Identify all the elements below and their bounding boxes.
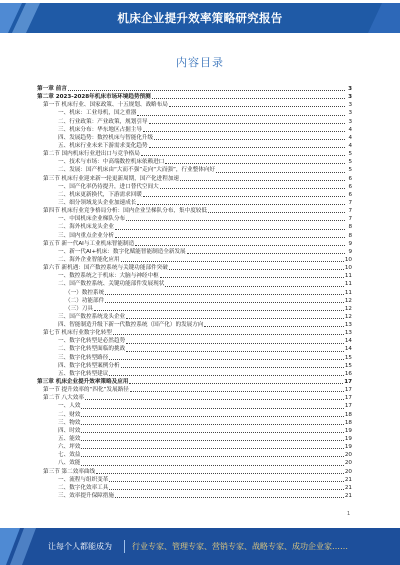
toc-entry-title: 三、数字化转型路径: [58, 354, 109, 361]
toc-entry-title: 二、海外机床龙头企业: [58, 224, 114, 231]
toc-entry-title: 二、机床更新换代，下游需求回暖: [58, 191, 142, 198]
toc-entry[interactable]: [37, 199, 352, 207]
toc-entry[interactable]: [37, 150, 352, 158]
toc-entry-title: 第一节 提升效率的“四化”发展路径: [43, 387, 129, 394]
toc-entry-title: 第四节 机床行业竞争格局分析：国内企业呈梯队分布，集中度较低: [43, 208, 207, 215]
toc-entry[interactable]: [37, 346, 352, 354]
toc-entry-title: 二、行业政策：产业政策，规划引导: [58, 118, 148, 125]
toc-entry[interactable]: [37, 484, 352, 492]
dot-leader: [169, 269, 344, 270]
toc-entry-page: 15: [344, 362, 352, 369]
toc-entry[interactable]: [37, 240, 352, 248]
toc-entry[interactable]: [37, 313, 352, 321]
dot-leader: [129, 383, 343, 384]
dot-leader: [115, 237, 345, 238]
dot-leader: [115, 229, 345, 230]
footer-slogan-lead: 让每个人都能成为: [48, 542, 112, 551]
toc-entry-title: 三、机床分布：华东地区占据主导: [58, 126, 142, 133]
table-of-contents: [37, 85, 352, 500]
toc-entry-page: 10: [344, 265, 352, 272]
toc-entry[interactable]: [37, 411, 352, 419]
footer-slogan-roles: 行业专家、管理专家、营销专家、战略专家、成功企业家……: [132, 542, 348, 551]
toc-entry-title: 三、细分领域龙头企业加速成长: [58, 199, 137, 206]
toc-entry[interactable]: [37, 248, 352, 256]
toc-entry[interactable]: [37, 207, 352, 215]
dot-leader: [113, 334, 344, 335]
toc-entry-page: 16: [344, 370, 352, 377]
dot-leader: [81, 465, 343, 466]
toc-entry[interactable]: [37, 394, 352, 402]
toc-heading: 内容目录: [176, 56, 224, 69]
toc-entry[interactable]: [37, 191, 352, 199]
dot-leader: [81, 448, 343, 449]
dot-leader: [109, 481, 344, 482]
toc-entry-title: 第五节 新一代AI与工业机床智能制造: [43, 240, 135, 247]
dot-leader: [135, 245, 345, 246]
dot-leader: [160, 277, 344, 278]
toc-entry-page: 18: [344, 411, 352, 418]
toc-entry-title: 四、时效: [58, 427, 81, 434]
dot-leader: [154, 139, 345, 140]
toc-entry[interactable]: [37, 451, 352, 459]
toc-entry[interactable]: [37, 256, 352, 264]
toc-entry-title: 第二章 2023-2028年机床市场环境趋势预测: [37, 94, 151, 101]
toc-entry[interactable]: [37, 272, 352, 280]
toc-entry[interactable]: [37, 492, 352, 500]
toc-entry-page: 13: [344, 330, 352, 337]
toc-entry[interactable]: [37, 85, 352, 93]
toc-entry-page: 19: [344, 427, 352, 434]
toc-entry-title: 三、国产数控系统龙头企业: [58, 313, 126, 320]
toc-entry-title: 五、能效: [58, 436, 81, 443]
toc-entry-page: 3: [348, 110, 352, 117]
toc-entry-page: 18: [344, 419, 352, 426]
toc-entry-title: 第三章 机床企业提升效率策略及应用: [37, 379, 129, 386]
dot-leader: [115, 497, 344, 498]
toc-entry-page: 4: [348, 134, 352, 141]
toc-entry-title: （一）数控系统: [65, 289, 105, 296]
report-title: 机床企业提升效率策略研究报告: [117, 11, 283, 25]
toc-entry-page: 9: [348, 248, 352, 255]
toc-entry-title: 第三节 第二效率曲线: [43, 468, 96, 475]
toc-entry[interactable]: [37, 280, 352, 288]
toc-entry-title: 三、效率提升保障措施: [58, 493, 114, 500]
toc-entry-page: 20: [344, 452, 352, 459]
toc-entry-title: （二）功能部件: [65, 297, 105, 304]
dot-leader: [208, 212, 345, 213]
dot-leader: [81, 416, 343, 417]
toc-entry-title: 第二节 八大效率: [43, 395, 84, 402]
page-number: 1: [347, 511, 351, 517]
dot-leader: [85, 399, 344, 400]
toc-entry-title: 一、数控系统之于机床：大脑与神经中枢: [58, 273, 159, 280]
dot-leader: [152, 98, 345, 99]
toc-entry[interactable]: [37, 386, 352, 394]
toc-entry[interactable]: [37, 468, 352, 476]
toc-entry-title: 一、机床：工业母机，国之重器: [58, 110, 137, 117]
toc-entry-page: 15: [344, 354, 352, 361]
toc-entry[interactable]: [37, 362, 352, 370]
dot-leader: [143, 131, 345, 132]
toc-entry[interactable]: [37, 101, 352, 109]
toc-entry-title: 一、数字化转型是必然趋势: [58, 338, 126, 345]
toc-entry[interactable]: [37, 427, 352, 435]
toc-entry-title: 八、效能: [58, 460, 81, 467]
toc-entry-title: 第一节 机床行业、国家政策、十五规划、战略布局: [43, 102, 168, 109]
toc-entry[interactable]: [37, 223, 352, 231]
toc-entry-title: （三）刀具: [65, 305, 93, 312]
toc-entry[interactable]: [37, 370, 352, 378]
dot-leader: [149, 147, 345, 148]
dot-leader: [130, 391, 344, 392]
dot-leader: [126, 351, 344, 352]
toc-entry-page: 3: [348, 102, 352, 109]
toc-entry[interactable]: [37, 158, 352, 166]
toc-entry-page: 11: [344, 273, 352, 280]
toc-entry-title: 二、财效: [58, 411, 81, 418]
footer-divider: [124, 540, 125, 553]
dot-leader: [126, 220, 345, 221]
dot-leader: [137, 204, 345, 205]
toc-entry-title: 六、坪效: [58, 444, 81, 451]
report-footer-bar: [0, 528, 400, 565]
toc-entry-page: 21: [344, 484, 352, 491]
dot-leader: [81, 432, 343, 433]
dot-leader: [81, 440, 343, 441]
toc-entry-page: 17: [344, 379, 352, 386]
toc-entry[interactable]: [37, 297, 352, 305]
toc-entry-page: 17: [344, 387, 352, 394]
toc-entry[interactable]: [37, 118, 352, 126]
toc-entry-page: 6: [348, 175, 352, 182]
toc-entry[interactable]: [37, 183, 352, 191]
toc-entry-page: 11: [344, 289, 352, 296]
dot-leader: [121, 367, 344, 368]
dot-leader: [143, 196, 345, 197]
toc-entry-page: 9: [348, 240, 352, 247]
toc-entry[interactable]: [37, 337, 352, 345]
dot-leader: [165, 286, 344, 287]
toc-entry-page: 21: [344, 493, 352, 500]
toc-entry[interactable]: [37, 476, 352, 484]
toc-entry[interactable]: [37, 232, 352, 240]
dot-leader: [126, 318, 344, 319]
toc-entry-page: 13: [344, 322, 352, 329]
toc-entry[interactable]: [37, 305, 352, 313]
toc-entry-page: 14: [344, 338, 352, 345]
toc-entry-page: 12: [344, 297, 352, 304]
toc-entry-title: 第一章 前言: [37, 85, 67, 92]
dot-leader: [204, 326, 343, 327]
toc-entry-title: 二、发展：国产机床由“大而不强”走向“大而强”，行业整体向好: [58, 167, 216, 174]
toc-entry-page: 7: [348, 216, 352, 223]
toc-entry[interactable]: [37, 289, 352, 297]
toc-entry-title: 七、效益: [58, 452, 81, 459]
toc-entry-page: 20: [344, 460, 352, 467]
toc-entry-page: 5: [348, 151, 352, 158]
toc-entry[interactable]: [37, 378, 352, 386]
dot-leader: [137, 115, 345, 116]
toc-entry[interactable]: [37, 142, 352, 150]
toc-entry-page: 19: [344, 436, 352, 443]
toc-entry-title: 一、中国机床企业梯队分布: [58, 216, 126, 223]
toc-entry-page: 6: [348, 191, 352, 198]
toc-entry[interactable]: [37, 402, 352, 410]
toc-entry-page: 3: [348, 94, 352, 101]
toc-entry-title: 四、发展趋势：数控机床与智能化升级: [58, 134, 154, 141]
toc-entry-title: 一、国产化率仍待提升，进口替代空间大: [58, 183, 159, 190]
toc-entry-page: 17: [344, 395, 352, 402]
dot-leader: [81, 456, 343, 457]
dot-leader: [105, 294, 344, 295]
toc-entry-title: 二、数字化转型面临的挑战: [58, 346, 126, 353]
toc-entry-page: 20: [344, 468, 352, 475]
dot-leader: [141, 155, 345, 156]
toc-entry[interactable]: [37, 109, 352, 117]
toc-entry-title: 二、海外企业智能化应用: [58, 256, 120, 263]
toc-entry[interactable]: [37, 166, 352, 174]
toc-entry[interactable]: [37, 264, 352, 272]
toc-entry-title: 四、数字化转型案例分析: [58, 362, 120, 369]
dot-leader: [94, 310, 344, 311]
toc-entry-page: 5: [348, 159, 352, 166]
toc-entry[interactable]: [37, 419, 352, 427]
toc-entry-page: 8: [348, 232, 352, 239]
toc-entry[interactable]: [37, 459, 352, 467]
toc-entry-title: 第六节 新机遇：国产数控系统与关键功能部件突破: [43, 265, 168, 272]
toc-entry-page: 3: [348, 118, 352, 125]
toc-entry-page: 6: [348, 183, 352, 190]
toc-entry-page: 17: [344, 403, 352, 410]
dot-leader: [169, 106, 345, 107]
toc-entry-title: 一、人效: [58, 403, 81, 410]
toc-entry-page: 4: [348, 126, 352, 133]
dot-leader: [180, 180, 345, 181]
dot-leader: [68, 90, 345, 91]
toc-entry-page: 5: [348, 167, 352, 174]
dot-leader: [126, 343, 344, 344]
toc-entry[interactable]: [37, 93, 352, 101]
toc-entry[interactable]: [37, 435, 352, 443]
dot-leader: [109, 359, 344, 360]
dot-leader: [149, 123, 345, 124]
toc-entry-page: 12: [344, 305, 352, 312]
dot-leader: [187, 253, 345, 254]
toc-entry-page: 10: [344, 256, 352, 263]
dot-leader: [109, 375, 344, 376]
toc-entry-page: 14: [344, 346, 352, 353]
toc-entry-title: 二、数字化效率工具: [58, 484, 109, 491]
toc-entry-title: 三、国内重点企业分析: [58, 232, 114, 239]
toc-entry-title: 五、机床行业未来下游需求变化趋势: [58, 142, 148, 149]
dot-leader: [109, 489, 344, 490]
toc-entry-page: 19: [344, 444, 352, 451]
toc-entry-page: 21: [344, 476, 352, 483]
toc-entry-title: 五、数字化转型建议: [58, 370, 109, 377]
toc-entry-page: 8: [348, 224, 352, 231]
toc-entry[interactable]: [37, 175, 352, 183]
dot-leader: [81, 424, 343, 425]
toc-entry-title: 第三节 机床行业迎来新一轮更新周期，国产化进程加速: [43, 175, 180, 182]
dot-leader: [160, 188, 345, 189]
toc-entry[interactable]: [37, 329, 352, 337]
toc-entry-title: 四、智能制造升级下新一代数控系统（国产化）的发展方向: [58, 322, 204, 329]
toc-entry-page: 3: [348, 85, 352, 92]
toc-entry-title: 第七节 机床行业数字化转型: [43, 330, 112, 337]
toc-entry-title: 三、物效: [58, 419, 81, 426]
dot-leader: [105, 302, 344, 303]
toc-entry-page: 7: [348, 199, 352, 206]
dot-leader: [165, 163, 345, 164]
report-header-bar: [0, 3, 400, 33]
dot-leader: [121, 261, 344, 262]
toc-entry[interactable]: [37, 215, 352, 223]
toc-entry-title: 第二节 国内机床行业进出口与竞争格局: [43, 151, 140, 158]
toc-entry-title: 一、技术与市场：中高端数控机床依赖进口: [58, 159, 165, 166]
toc-entry[interactable]: [37, 443, 352, 451]
toc-entry-title: 一、流程与组织变革: [58, 476, 109, 483]
toc-entry-page: 7: [348, 208, 352, 215]
toc-entry-page: 11: [344, 281, 352, 288]
toc-entry-title: 二、国产数控系统、关键功能部件发展现状: [58, 281, 165, 288]
toc-entry[interactable]: [37, 126, 352, 134]
toc-entry-page: 4: [348, 142, 352, 149]
toc-entry[interactable]: [37, 321, 352, 329]
dot-leader: [216, 172, 345, 173]
dot-leader: [81, 408, 343, 409]
toc-entry-title: 一、新一代AI+机床：数字化赋能智能制造全新发展: [58, 248, 186, 255]
dot-leader: [96, 473, 344, 474]
toc-entry[interactable]: [37, 354, 352, 362]
toc-entry[interactable]: [37, 134, 352, 142]
toc-entry-page: 12: [344, 313, 352, 320]
